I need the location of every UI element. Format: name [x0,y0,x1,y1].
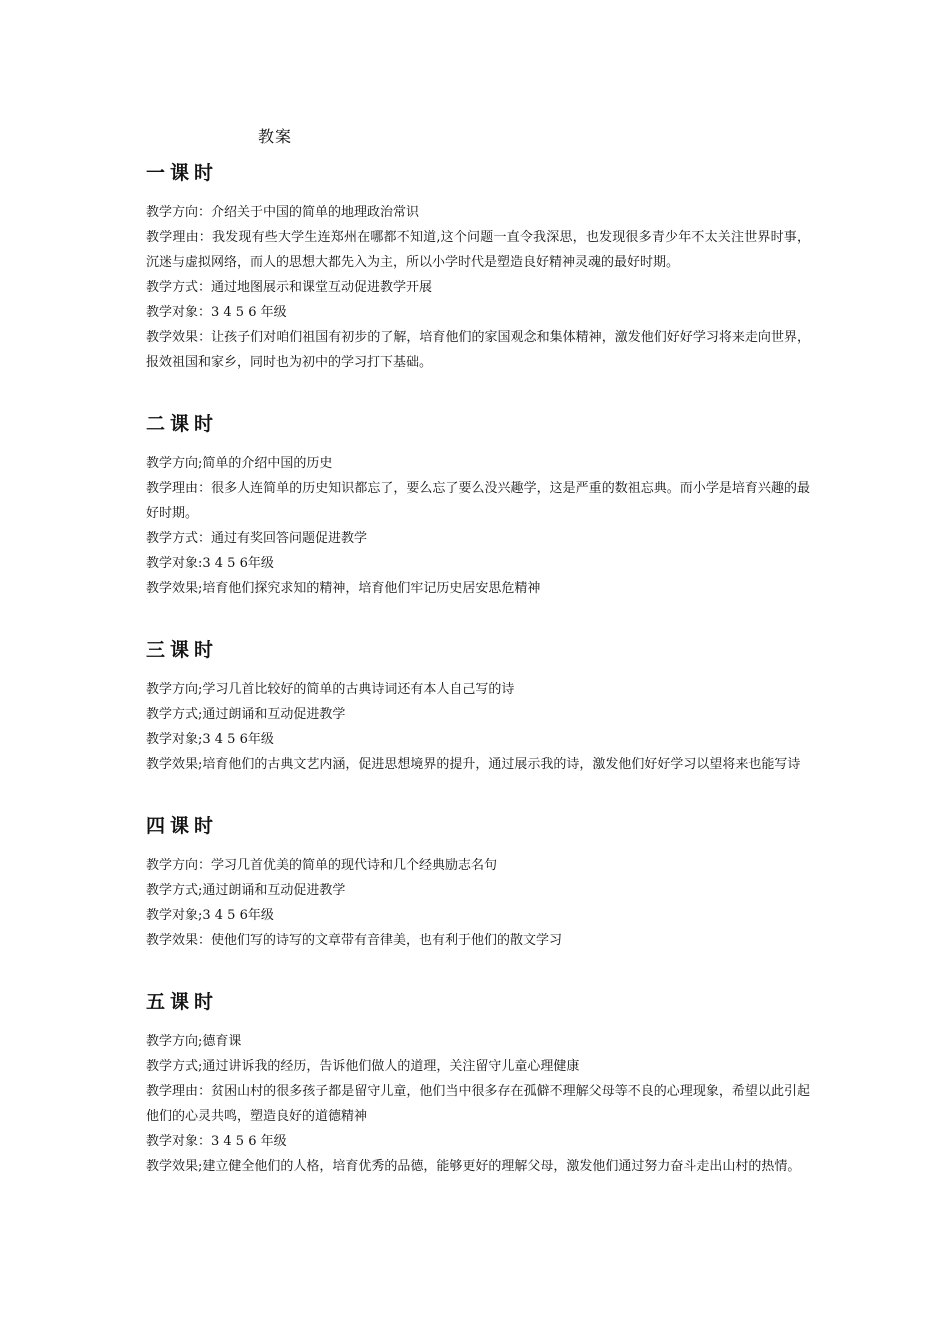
lesson-3-effect: 教学效果;培育他们的古典文艺内涵，促进思想境界的提升，通过展示我的诗，激发他们好好学习以望将来也能写诗 [146,757,801,772]
lesson-3-section [146,635,810,777]
lesson-2-section [146,409,810,601]
lesson-4-direction: 教学方向：学习几首优美的简单的现代诗和几个经典励志名句 [146,858,498,873]
lesson-5-section [146,987,810,1179]
lesson-4-method: 教学方式;通过朗诵和互动促进教学 [146,883,346,898]
lesson-3-direction: 教学方向;学习几首比较好的简单的古典诗词还有本人自己写的诗 [146,682,515,697]
lesson-5-direction: 教学方向;德育课 [146,1034,242,1049]
lesson-2-reason: 教学理由：很多人连简单的历史知识都忘了，要么忘了要么没兴趣学，这是严重的数祖忘典。而小学是培育兴趣的最好时期。 [146,481,810,521]
lesson-1-method: 教学方式：通过地图展示和课堂互动促进教学开展 [146,280,433,295]
lesson-3-audience: 教学对象;3 4 5 6年级 [146,732,274,747]
lesson-4-heading: 四课时 [146,815,219,837]
lesson-4-effect: 教学效果：使他们写的诗写的文章带有音律美，也有利于他们的散文学习 [146,933,563,948]
lesson-1-heading: 一课时 [146,162,219,184]
lesson-4-section [146,811,810,953]
lesson-5-method: 教学方式;通过讲诉我的经历，告诉他们做人的道理，关注留守儿童心理健康 [146,1059,580,1074]
lesson-3-heading: 三课时 [146,639,219,661]
document-title: 教案 [258,127,293,146]
lesson-plan-content [146,158,810,1179]
lesson-2-direction: 教学方向;简单的介绍中国的历史 [146,456,333,471]
lesson-5-effect: 教学效果;建立健全他们的人格，培育优秀的品德，能够更好的理解父母，激发他们通过努力奋斗走出山村的热情。 [146,1159,801,1174]
lesson-1-direction: 教学方向：介绍关于中国的简单的地理政治常识 [146,205,420,220]
lesson-5-audience: 教学对象：3 4 5 6 年级 [146,1134,287,1149]
lesson-1-effect: 教学效果：让孩子们对咱们祖国有初步的了解，培育他们的家国观念和集体精神，激发他们好好学习将来走向世界，报效祖国和家乡，同时也为初中的学习打下基础。 [146,330,810,370]
lesson-2-heading: 二课时 [146,413,219,435]
lesson-2-effect: 教学效果;培育他们探究求知的精神，培育他们牢记历史居安思危精神 [146,581,541,596]
lesson-1-section [146,158,810,375]
lesson-3-method: 教学方式;通过朗诵和互动促进教学 [146,707,346,722]
lesson-1-reason: 教学理由：我发现有些大学生连郑州在哪都不知道,这个问题一直令我深思，也发现很多青少年不太关注世界时事，沉迷与虚拟网络，而人的思想大都先入为主，所以小学时代是塑造良好精神灵魂的最好时期。 [146,230,810,270]
lesson-2-audience: 教学对象:3 4 5 6年级 [146,556,274,571]
lesson-2-method: 教学方式：通过有奖回答问题促进教学 [146,531,368,546]
lesson-1-audience: 教学对象：3 4 5 6 年级 [146,305,287,320]
lesson-4-audience: 教学对象;3 4 5 6年级 [146,908,274,923]
lesson-5-heading: 五课时 [146,991,219,1013]
lesson-5-reason: 教学理由：贫困山村的很多孩子都是留守儿童，他们当中很多存在孤僻不理解父母等不良的心理现象，希望以此引起他们的心灵共鸣，塑造良好的道德精神 [146,1084,810,1124]
